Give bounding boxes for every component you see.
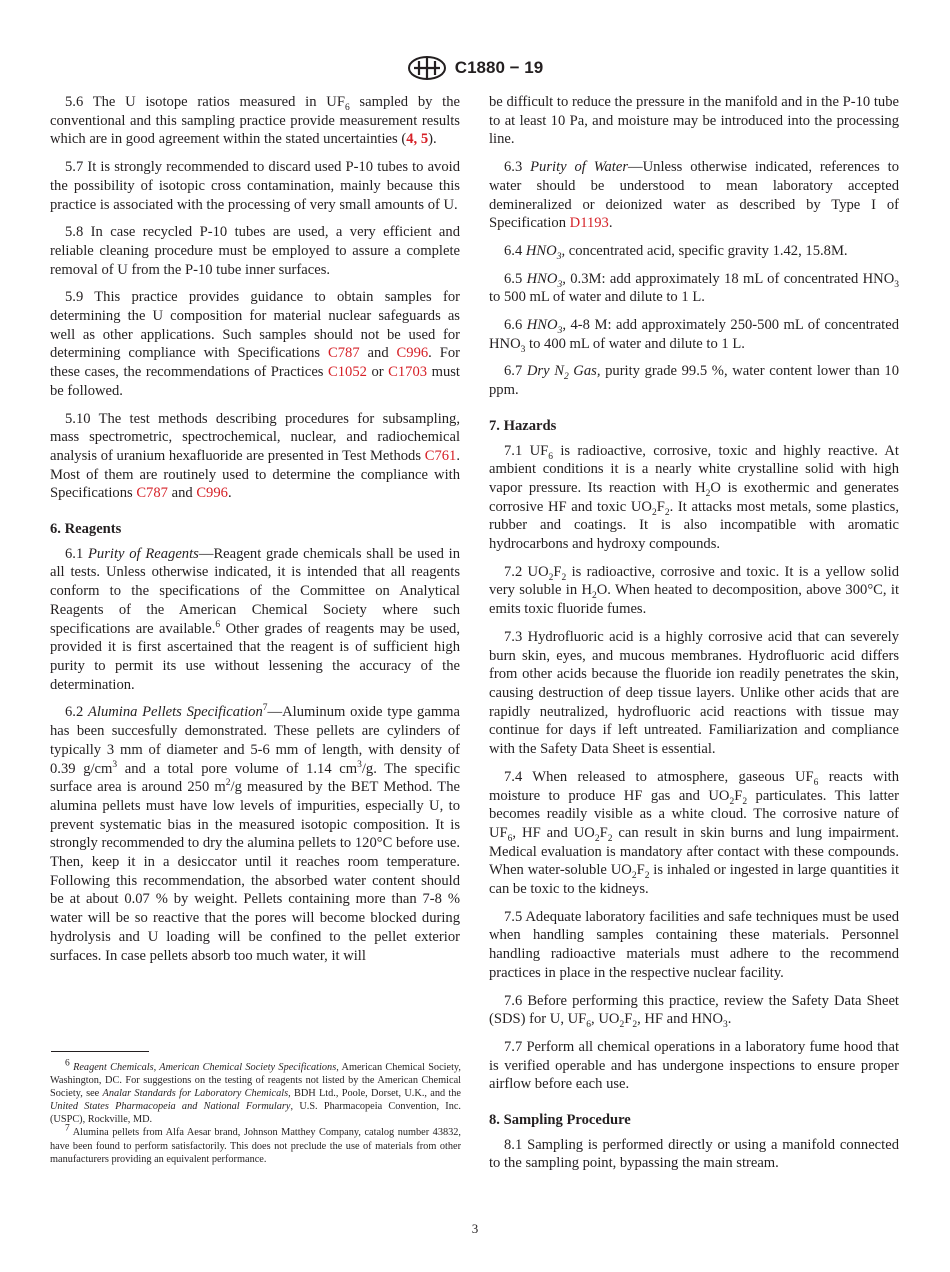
- paragraph-6-5: 6.5 $HNO_3$, 0.3M: add approximately 18 mL of concentrated $HNO_3$ to 500 mL of water and dilute to 1 L.: [489, 270, 899, 306]
- footnotes: [50, 1058, 461, 1166]
- reference-link-4[interactable]: 4: [406, 131, 414, 148]
- page-number: 3: [471, 1221, 479, 1236]
- section-heading-hazards: 7. Hazards: [489, 417, 557, 434]
- paragraph-5-6: 5.6 The U isotope ratios measured in $UF_6$ sampled by the conventional and this sampling practice provide measurement results which are in good agreement within the stated uncertainties (4, 5).: [50, 94, 460, 148]
- paragraph-7-6: 7.6 Before performing this practice, review the Safety Data Sheet (SDS) for U, $UF_6$, $UO_2F_2$, HF and $HNO_3$.: [489, 992, 899, 1031]
- paragraph-5-9: 5.9 This practice provides guidance to obtain samples for determining the U composition for material nuclear safeguards as well as other applications. Such samples should not be used for determining compliance with Specifications C787 and C996. For these cases, the recommendations of Practices C1052 or C1703 must be followed.: [50, 289, 460, 399]
- right-column: [489, 93, 899, 1182]
- paragraph-6-2: 6.2 Alumina Pellets Specification$^7$—Aluminum oxide type gamma has been succesfully demonstrated. These pellets are cylinders of typically 3 mm of diameter and 5-6 mm of length, with density of 0.39 $g/cm^3$ and a total pore volume of 1.14 $cm^3/g$. The specific surface area is around 250 $m^2/g$ measured by the BET Method. The alumina pellets must have low levels of impurities, especially U, to prevent systematic bias in the measured isotopic composition. It is strongly recommended to dry the alumina pellets to 120°C before use. Then, keep it in a desiccator until it reaches room temperature. Following this recommendation, the absorbed water content should be at about 0.07 % by weight. Pellets containing more than 7-8 % water will be so reactive that the pores will become blocked during hydrolysis and U loading will be confined to the pellet exterior surfaces. In case pellets absorb too much water, it will: [50, 703, 461, 964]
- paragraph-6-3: 6.3 Purity of Water—Unless otherwise indicated, references to water should be understood to mean laboratory accepted demineralized or deionized water as described by Type I of Specification D1193.: [489, 159, 900, 232]
- paragraph-6-7: 6.7 Dry $N_2$ Gas, purity grade 99.5 %, water content lower than 10 ppm.: [489, 363, 900, 399]
- paragraph-7-3: 7.3 Hydrofluoric acid is a highly corrosive acid that can severely burn skin, eyes, and mucous membranes. Hydrofluoric acid differs from other acids because the fluoride ion readily penetrates the skin, causing destruction of deep tissue layers. Unlike other acids that are rapidly neutralized, hydrofluoric acid reactions with tissue may continue for days if left untreated. Familiarization and compliance with the Safety Data Sheet is essential.: [489, 628, 899, 758]
- paragraph-5-8: 5.8 In case recycled P-10 tubes are used, a very efficient and reliable cleaning procedure must be employed to assure a complete removal of U from the P-10 tube inner surfaces.: [50, 224, 460, 278]
- paragraph-6-6: 6.6 $HNO_3$, 4-8 M: add approximately 250-500 mL of concentrated $HNO_3$ to 400 mL of water and dilute to 1 L.: [489, 317, 900, 355]
- section-heading-sampling-procedure: 8. Sampling Procedure: [489, 1112, 631, 1129]
- link-c761[interactable]: C761: [424, 447, 457, 464]
- paragraph-7-5: 7.5 Adequate laboratory facilities and safe techniques must be used when handling samples containing these materials. Personnel handling radioactive materials must adhere to the recommend practices in place in the respective nuclear facility.: [489, 908, 899, 981]
- paragraph-6-1: 6.1 Purity of Reagents—Reagent grade chemicals shall be used in all tests. Unless otherwise indicated, it is intended that all reagents conform to the specifications of the Committee on Analytical Reagents of the American Chemical Society where such specifications are available.$^6$ Other grades of reagents may be used, provided it is first ascertained that the reagent is of sufficient high purity to permit its use without lessening the accuracy of the determination.: [50, 545, 460, 693]
- link-c787[interactable]: C787: [136, 485, 168, 502]
- paragraph-6-4: 6.4 $HNO_3$, concentrated acid, specific gravity 1.42, 15.8M.: [504, 242, 848, 262]
- footnote-divider: [51, 1051, 149, 1052]
- paragraph-7-2: 7.2 $UO_2F_2$ is radioactive, corrosive and toxic. It is a yellow solid very soluble in $H_2O$. When heated to decomposition, above 300°C, it emits toxic fluoride fumes.: [489, 563, 899, 618]
- section-heading-reagents: 6. Reagents: [50, 521, 122, 538]
- paragraph-5-7: 5.7 It is strongly recommended to discard used P-10 tubes to avoid the possibility of isotopic cross contamination, mainly because this practice is associated with the processing of very small amounts of U.: [50, 159, 460, 213]
- link-d1193[interactable]: D1193: [569, 215, 609, 232]
- footnote-marker-7[interactable]: 7: [262, 703, 268, 714]
- reference-link-5[interactable]: 5: [420, 131, 429, 148]
- footnote-marker-6[interactable]: 6: [215, 619, 221, 630]
- link-c787[interactable]: C787: [328, 345, 360, 362]
- paragraph-7-7: 7.7 Perform all chemical operations in a laboratory fume hood that is verified operable and has undergone inspections to ensure proper airflow before each use.: [489, 1038, 899, 1093]
- footnote-7: $^7$ Alumina pellets from Alfa Aesar brand, Johnson Matthey Company, catalog number 43832, have been found to perform satisfactorily. This does not preclude the use of materials from other manufacturers providing an equivalent performance.: [50, 1124, 461, 1165]
- astm-logo: [407, 56, 447, 80]
- paragraph-7-1: 7.1 $UF_6$ is radioactive, corrosive, toxic and highly reactive. At ambient conditions it is a nearly white crystalline solid with high vapor pressure. Its reaction with $H_2O$ is exothermic and generates corrosive HF and toxic $UO_2F_2$. It attacks most metals, some plastics, rubber and coatings. It is also incompatible with aromatic hydrocarbons and hydroxy compounds.: [489, 442, 899, 553]
- paragraph-8-1: 8.1 Sampling is performed directly or using a manifold connected to the sampling point, bypassing the main stream.: [489, 1136, 899, 1172]
- page-header: [0, 56, 950, 80]
- link-c996[interactable]: C996: [396, 345, 429, 362]
- link-c996[interactable]: C996: [196, 485, 228, 502]
- document-designation: C1880 − 19: [454, 58, 544, 77]
- paragraph-5-10: 5.10 The test methods describing procedures for subsampling, mass spectrometric, spectrochemical, nuclear, and radiochemical analysis of uranium hexafluoride are presented in Test Methods C761. Most of them are routinely used to determine the compliance with Specifications C787 and C996.: [50, 410, 460, 502]
- paragraph-7-4: 7.4 When released to atmosphere, gaseous $UF_6$ reacts with moisture to produce HF gas and $UO_2F_2$ particulates. This latter becomes readily visible as a white cloud. The corrosive nature of $UF_6$, HF and $UO_2F_2$ can result in skin burns and lung impairment. Medical evaluation is mandatory after contact with these compounds. When water-soluble $UO_2F_2$ is inhaled or ingested in large quantities it can be toxic to the kidneys.: [489, 768, 900, 898]
- link-c1703[interactable]: C1703: [388, 364, 428, 381]
- left-column: [50, 93, 460, 974]
- footnote-6: $^6$ Reagent Chemicals, American Chemical Society Specifications, American Chemical Society, Washington, DC. For suggestions on the testing of reagents not listed by the American Chemical Society, see Analar Standards for Laboratory Chemicals, BDH Ltd., Poole, Dorset, U.K., and the United States Pharmacopeia and National Formulary, U.S. Pharmacopeia Convention, Inc. (USPC), Rockville, MD.: [50, 1058, 461, 1126]
- paragraph-6-2-continued: be difficult to reduce the pressure in the manifold and in the P-10 tube to at least 10 Pa, and moisture may be introduced into the processing line.: [489, 94, 899, 148]
- link-c1052[interactable]: C1052: [328, 364, 367, 381]
